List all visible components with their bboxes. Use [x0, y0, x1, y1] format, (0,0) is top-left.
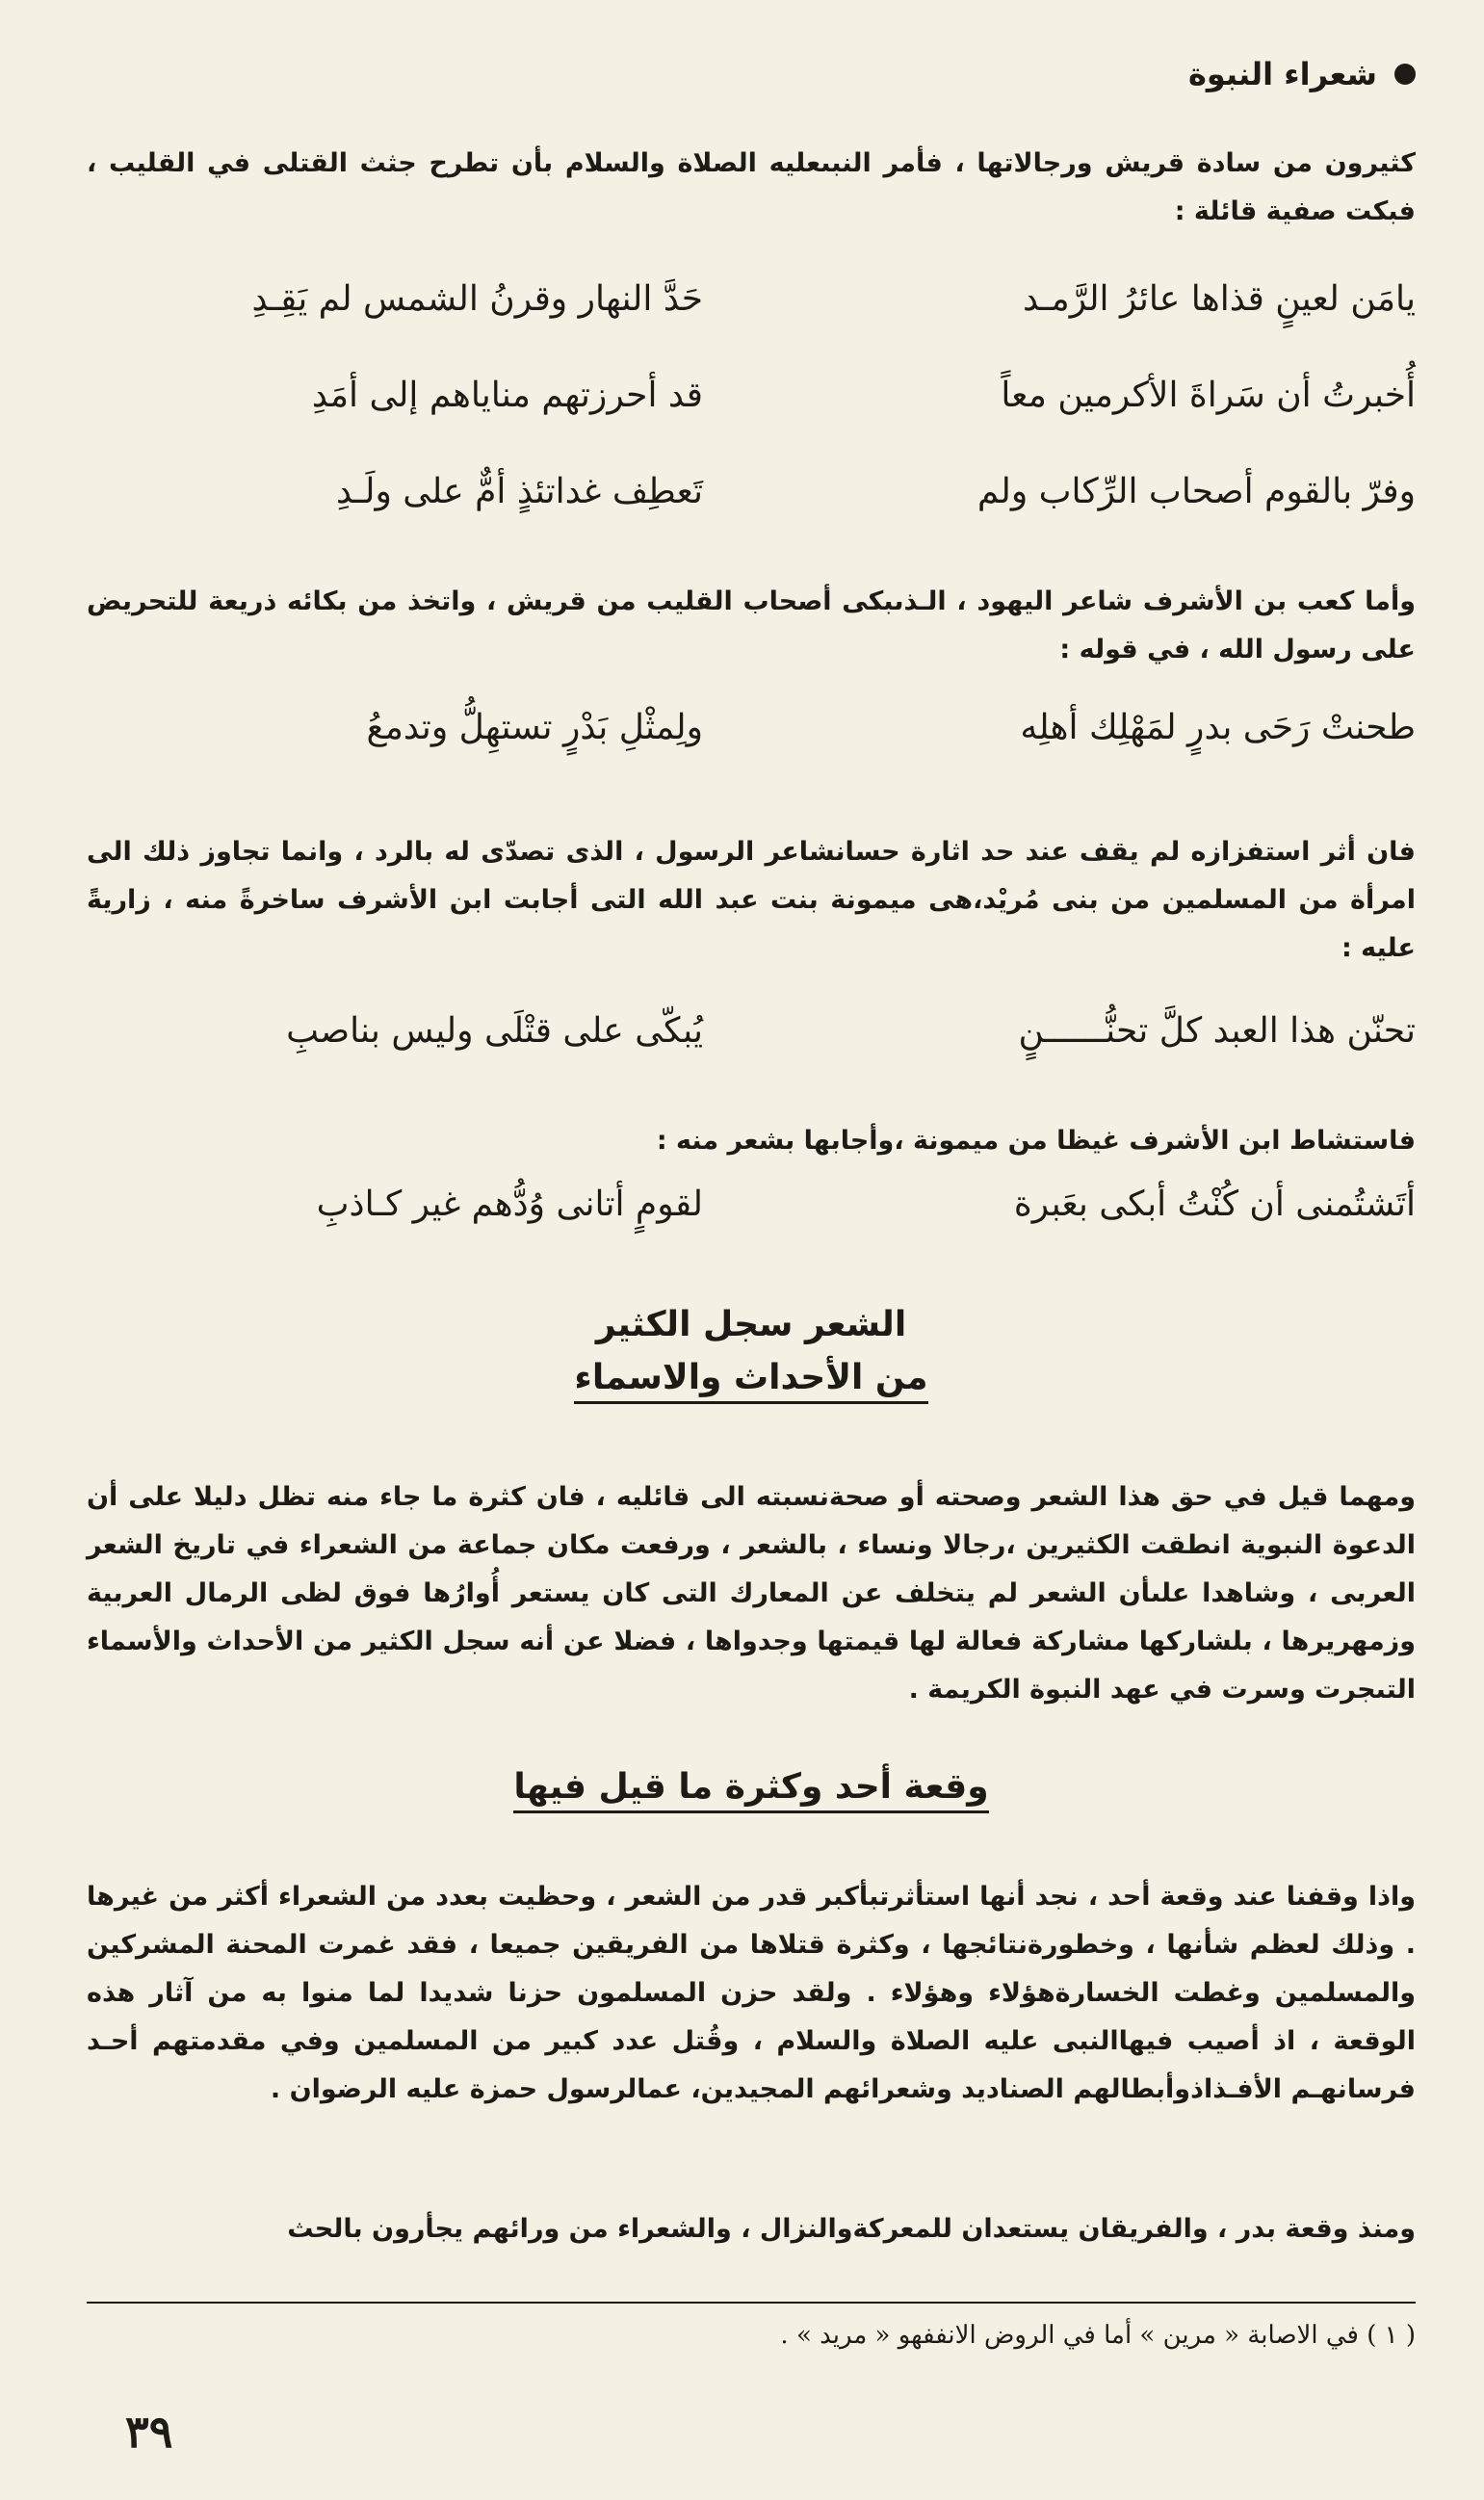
book-page — [87, 0, 1416, 2500]
verse-hemistich-first: طحنتْ رَحَى بدرٍ لمَهْلِك أهلِه — [1020, 708, 1416, 747]
verse-hemistich-second: تَعطِف غداتئذٍ أمٌّ على ولَـدِ — [336, 472, 703, 511]
paragraph-3: فان أثر استفزازه لم يقف عند حد اثارة حسانشاعر الرسول ، الذى تصدّى له بالرد ، وانما تجاوز ذلك الى امرأة من المسلمين من بنى مُريْد،هى ميمونة بنت عبد الله التى أجابت ابن الأشرف ساخرةً منه ، زاريةً عليه : — [87, 837, 1416, 963]
section-heading-title: وقعة أحد وكثرة ما قيل فيها — [513, 1767, 988, 1813]
running-head-title: شعراء النبوة — [1188, 56, 1377, 92]
verse-line — [87, 1011, 1416, 1098]
running-head — [1188, 56, 1416, 92]
verse-hemistich-first: يامَن لعينٍ قذاها عائرُ الرَّمـد — [1022, 279, 1416, 319]
paragraph-6: واذا وقفنا عند وقعة أحد ، نجد أنها استأثرتبأكبر قدر من الشعر ، وحظيت بعدد من الشعراء أكثر من غيرها . وذلك لعظم شأنها ، وخطورةنتائجها ، وكثرة قتلاها من الفريقين جميعا ، فقد غمرت المحنة المشركين والمسلمين وغطت الخسارةهؤلاء وهؤلاء . ولقد حزن المسلمون حزنا شديدا لما منوا به من آثار هذه الوقعة ، اذ أصيب فيهاالنبى عليه الصلاة والسلام ، وقُتل عدد كبير من المسلمين وفي مقدمتهم أحـد فرسانهـم الأفـذاذوأبطالهم الصناديد وشعرائهم المجيدين، عمالرسول حمزة عليه الرضوان . — [87, 1882, 1416, 2104]
section-heading — [87, 1767, 1416, 1813]
footnote: ( ١ ) في الاصابة « مرين » أما في الروض الانففهو « مريد » . — [780, 2321, 1416, 2350]
section-heading — [87, 1305, 1416, 1404]
section-heading-line-1: الشعر سجل الكثير — [595, 1305, 907, 1344]
verse-hemistich-second: يُبكّى على قتْلَى وليس بناصبِ — [286, 1011, 703, 1051]
verse-hemistich-second: حَدَّ النهار وقرنُ الشمس لم يَقِـدِ — [251, 279, 703, 319]
paragraph-7: ومنذ وقعة بدر ، والفريقان يستعدان للمعركةوالنزال ، والشعراء من ورائهم يجأرون بالحث — [287, 2214, 1416, 2244]
verse-line — [87, 708, 1416, 794]
section-heading-line-2: من الأحداث والاسماء — [574, 1358, 927, 1404]
verse-hemistich-first: أُخبرتُ أن سَراةَ الأكرمين معاً — [1001, 376, 1416, 415]
bullet-icon — [1394, 64, 1416, 85]
verse-hemistich-first: وفرّ بالقوم أصحاب الرِّكاب ولم — [976, 472, 1416, 511]
paragraph-4: فاستشاط ابن الأشرف غيظا من ميمونة ،وأجابها بشعر منه : — [656, 1126, 1416, 1156]
verse-hemistich-second: لقومٍ أتانى وُدُّهم غير كـاذبِ — [316, 1185, 703, 1224]
paragraph-5: ومهما قيل في حق هذا الشعر وصحته أو صحةنسبته الى قائليه ، فان كثرة ما جاء منه تظل دليلا على أن الدعوة النبوية انطقت الكثيرين ،رجالا ونساء ، بالشعر ، ورفعت مكان جماعة من الشعراء في تاريخ الشعر العربى ، وشاهدا علىأن الشعر لم يتخلف عن المعارك التى كان يستعر أُوارُها فوق لظى الرمال العربية وزمهريرها ، بلشاركها مشاركة فعالة لها قيمتها وجدواها ، فضلا عن أنه سجل الكثير من الأحداث والأسماء التىجرت وسرت في عهد النبوة الكريمة . — [87, 1482, 1416, 1705]
page-number: ٣٩ — [125, 2406, 173, 2458]
paragraph-1: كثيرون من سادة قريش ورجالاتها ، فأمر النبىعليه الصلاة والسلام بأن تطرح جثث القتلى في القليب ، فبكت صفية قائلة : — [87, 148, 1416, 226]
verse-hemistich-second: ولِمثْلِ بَدْرٍ تستهِلُّ وتدمعُ — [366, 708, 703, 747]
footnote-divider — [87, 2302, 1416, 2304]
paragraph-2: وأما كعب بن الأشرف شاعر اليهود ، الـذىبكى أصحاب القليب من قريش ، واتخذ من بكائه ذريعة للتحريض على رسول الله ، في قوله : — [87, 586, 1416, 664]
verse-hemistich-first: تحنّن هذا العبد كلَّ تحنُّــــــنٍ — [1018, 1011, 1416, 1051]
verse-hemistich-first: أتَشتُمنى أن كُنْتُ أبكى بعَبرة — [1013, 1185, 1416, 1224]
verse-line — [87, 279, 1416, 366]
verse-line — [87, 472, 1416, 559]
verse-hemistich-second: قد أحرزتهم مناياهم إلى أمَدِ — [311, 376, 703, 415]
verse-line — [87, 1185, 1416, 1271]
verse-line — [87, 376, 1416, 462]
